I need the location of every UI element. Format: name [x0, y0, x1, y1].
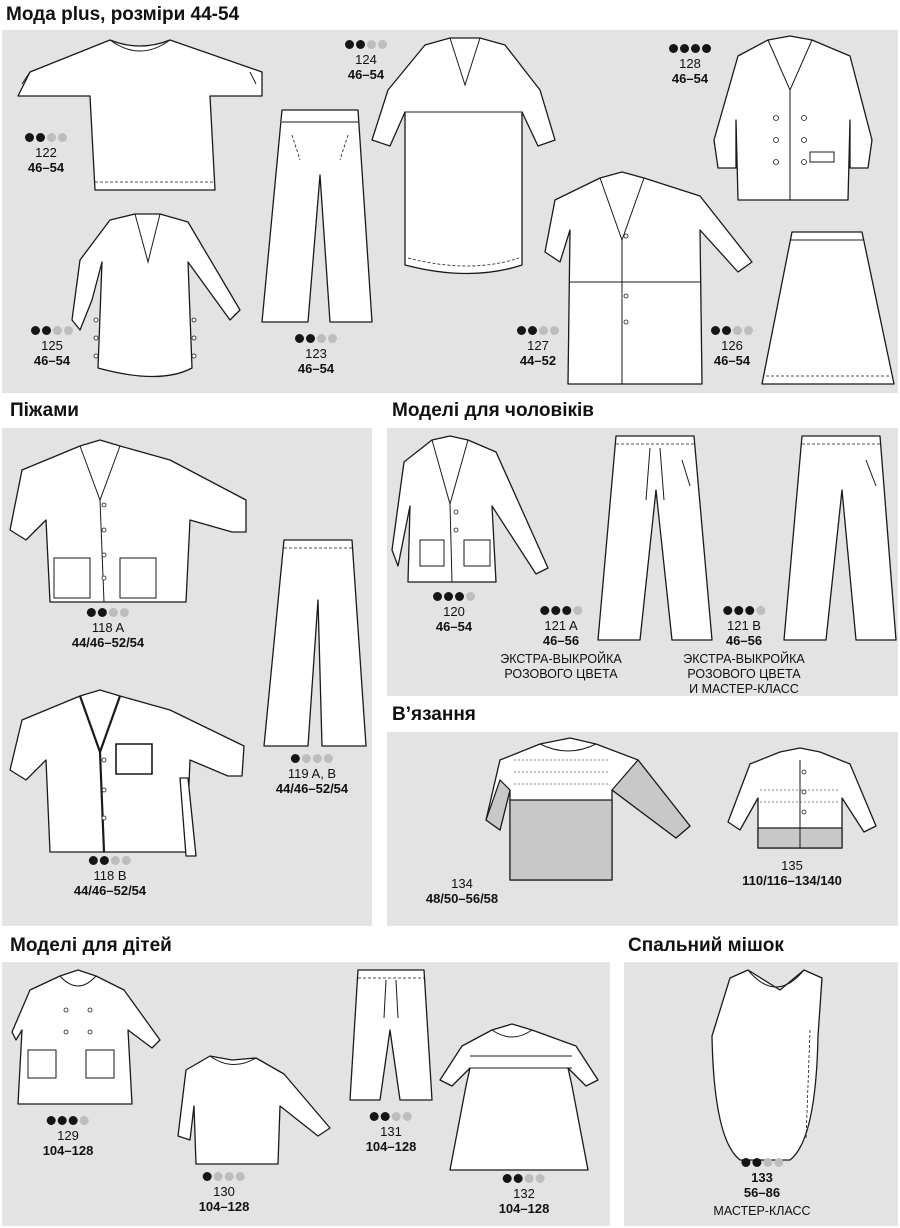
model-number: 118 B	[93, 868, 127, 883]
difficulty-dot-filled	[98, 608, 107, 617]
model-label	[199, 1172, 250, 1214]
difficulty-dot-empty	[324, 754, 333, 763]
model-sizes: 44/46–52/54	[71, 635, 145, 650]
garment-drawing-135	[728, 748, 876, 848]
garment-drawing-133	[712, 970, 822, 1160]
difficulty-dot-filled	[745, 606, 754, 615]
model-number: 121 A	[544, 618, 578, 633]
difficulty-dot-empty	[236, 1172, 245, 1181]
difficulty-dot-filled	[528, 326, 537, 335]
difficulty-dots	[713, 1158, 810, 1169]
difficulty-dot-filled	[540, 606, 549, 615]
model-sizes: 104–128	[42, 1143, 94, 1158]
difficulty-dot-empty	[539, 326, 548, 335]
model-label	[516, 326, 560, 368]
model-label	[713, 1158, 810, 1219]
model-sizes: 46–56	[725, 633, 763, 648]
model-sizes: 46–56	[542, 633, 580, 648]
difficulty-dot-filled	[203, 1172, 212, 1181]
difficulty-dot-empty	[378, 40, 387, 49]
difficulty-dot-empty	[317, 334, 326, 343]
model-note-line: МАСТЕР-КЛАСС	[713, 1204, 811, 1218]
model-sizes: 46–54	[297, 361, 335, 376]
difficulty-dot-filled	[42, 326, 51, 335]
difficulty-dot-filled	[514, 1174, 523, 1183]
model-number: 127	[527, 338, 549, 353]
difficulty-dots	[199, 1172, 250, 1183]
difficulty-dot-filled	[36, 133, 45, 142]
difficulty-dot-empty	[763, 1158, 772, 1167]
model-number: 128	[679, 56, 701, 71]
model-sizes: 104–128	[365, 1139, 417, 1154]
garment-drawing-130	[178, 1056, 330, 1164]
difficulty-dot-empty	[64, 326, 73, 335]
model-label	[276, 754, 348, 796]
difficulty-dots	[499, 1174, 550, 1185]
model-sizes: 44/46–52/54	[73, 883, 147, 898]
model-label	[24, 133, 68, 175]
model-sizes: 46–54	[671, 71, 709, 86]
garment-drawing-118b	[10, 690, 244, 856]
difficulty-dot-empty	[111, 856, 120, 865]
difficulty-dot-filled	[723, 606, 732, 615]
difficulty-dot-filled	[58, 1116, 67, 1125]
model-number: 124	[355, 52, 377, 67]
model-number: 120	[443, 604, 465, 619]
model-label	[683, 606, 804, 697]
difficulty-dots	[500, 606, 621, 617]
section-heading-kids: Моделі для дітей	[10, 935, 172, 956]
difficulty-dots	[294, 334, 338, 345]
difficulty-dot-filled	[562, 606, 571, 615]
difficulty-dot-empty	[744, 326, 753, 335]
difficulty-dot-empty	[302, 754, 311, 763]
garment-drawing-119	[264, 540, 366, 746]
model-label	[432, 592, 476, 634]
difficulty-dot-filled	[306, 334, 315, 343]
garment-drawing-131	[350, 970, 432, 1100]
model-number: 131	[380, 1124, 402, 1139]
model-number: 132	[513, 1186, 535, 1201]
model-sizes: 46–54	[347, 67, 385, 82]
difficulty-dot-empty	[536, 1174, 545, 1183]
garment-drawing-128	[714, 36, 872, 200]
model-sizes: 46–54	[435, 619, 473, 634]
difficulty-dot-empty	[214, 1172, 223, 1181]
model-label	[72, 608, 144, 650]
difficulty-dot-filled	[444, 592, 453, 601]
difficulty-dots	[43, 1116, 94, 1127]
difficulty-dot-filled	[680, 44, 689, 53]
difficulty-dots	[668, 44, 712, 55]
difficulty-dot-filled	[722, 326, 731, 335]
difficulty-dot-filled	[734, 606, 743, 615]
difficulty-dot-empty	[225, 1172, 234, 1181]
model-number: 129	[57, 1128, 79, 1143]
difficulty-dot-filled	[356, 40, 365, 49]
difficulty-dot-filled	[89, 856, 98, 865]
difficulty-dot-filled	[503, 1174, 512, 1183]
model-number: 133	[751, 1170, 773, 1185]
garment-drawing-118a	[10, 440, 246, 602]
difficulty-dot-filled	[381, 1112, 390, 1121]
section-heading-men: Моделі для чоловіків	[392, 400, 594, 421]
difficulty-dot-empty	[403, 1112, 412, 1121]
model-number: 119 A, B	[287, 766, 337, 781]
difficulty-dot-filled	[517, 326, 526, 335]
model-sizes: 110/116–134/140	[742, 873, 842, 888]
difficulty-dot-empty	[733, 326, 742, 335]
model-number: 126	[721, 338, 743, 353]
difficulty-dots	[710, 326, 754, 337]
garment-drawing-124	[372, 38, 555, 274]
garment-drawing-125	[72, 214, 240, 377]
model-sizes: 104–128	[498, 1201, 550, 1216]
difficulty-dot-filled	[551, 606, 560, 615]
garment-drawing-129	[12, 970, 160, 1104]
model-label	[294, 334, 338, 376]
model-label	[74, 856, 146, 898]
difficulty-dot-empty	[120, 608, 129, 617]
difficulty-dot-filled	[702, 44, 711, 53]
model-label	[43, 1116, 94, 1158]
difficulty-dot-filled	[669, 44, 678, 53]
model-number: 118 A	[91, 620, 125, 635]
section-heading-knitting: В’язання	[392, 704, 476, 725]
section-heading-sleeping-bag: Спальний мішок	[628, 935, 784, 956]
section-heading-pajamas: Піжами	[10, 400, 79, 421]
model-sizes: 46–54	[713, 353, 751, 368]
garment-drawing-132	[440, 1024, 598, 1170]
difficulty-dots	[30, 326, 74, 337]
model-label	[366, 1112, 417, 1154]
difficulty-dots	[72, 608, 144, 619]
model-sizes: 56–86	[743, 1185, 781, 1200]
model-number: 122	[35, 145, 57, 160]
difficulty-dot-filled	[711, 326, 720, 335]
model-label	[710, 326, 754, 368]
difficulty-dot-filled	[433, 592, 442, 601]
difficulty-dot-filled	[87, 608, 96, 617]
model-label	[426, 876, 498, 906]
difficulty-dot-empty	[756, 606, 765, 615]
model-number: 123	[305, 346, 327, 361]
difficulty-dot-filled	[345, 40, 354, 49]
model-note-line: РОЗОВОГО ЦВЕТА	[687, 667, 801, 681]
difficulty-dot-filled	[370, 1112, 379, 1121]
difficulty-dots	[683, 606, 804, 617]
difficulty-dot-empty	[367, 40, 376, 49]
model-label	[344, 40, 388, 82]
difficulty-dot-filled	[455, 592, 464, 601]
difficulty-dot-empty	[525, 1174, 534, 1183]
model-label	[742, 858, 842, 888]
model-note-line: И МАСТЕР-КЛАСС	[689, 682, 799, 696]
difficulty-dot-empty	[58, 133, 67, 142]
model-sizes: 44–52	[519, 353, 557, 368]
difficulty-dots	[516, 326, 560, 337]
difficulty-dot-empty	[573, 606, 582, 615]
model-sizes: 48/50–56/58	[425, 891, 499, 906]
model-sizes: 46–54	[27, 160, 65, 175]
model-label	[500, 606, 621, 682]
difficulty-dots	[432, 592, 476, 603]
model-number: 134	[451, 876, 473, 891]
difficulty-dot-filled	[291, 754, 300, 763]
difficulty-dot-empty	[466, 592, 475, 601]
model-note-line: ЭКСТРА-ВЫКРОЙКА	[500, 652, 622, 666]
model-label	[668, 44, 712, 86]
model-number: 125	[41, 338, 63, 353]
model-sizes: 44/46–52/54	[275, 781, 349, 796]
model-number: 121 B	[727, 618, 761, 633]
difficulty-dot-filled	[752, 1158, 761, 1167]
difficulty-dot-filled	[691, 44, 700, 53]
difficulty-dot-empty	[80, 1116, 89, 1125]
difficulty-dots	[74, 856, 146, 867]
difficulty-dot-filled	[69, 1116, 78, 1125]
difficulty-dot-filled	[25, 133, 34, 142]
difficulty-dot-empty	[550, 326, 559, 335]
difficulty-dot-empty	[313, 754, 322, 763]
difficulty-dot-empty	[328, 334, 337, 343]
difficulty-dot-empty	[392, 1112, 401, 1121]
difficulty-dot-empty	[109, 608, 118, 617]
model-sizes: 46–54	[33, 353, 71, 368]
difficulty-dot-filled	[31, 326, 40, 335]
model-sizes: 104–128	[198, 1199, 250, 1214]
difficulty-dot-empty	[774, 1158, 783, 1167]
difficulty-dot-filled	[47, 1116, 56, 1125]
difficulty-dots	[24, 133, 68, 144]
difficulty-dot-empty	[122, 856, 131, 865]
garment-drawing-126	[762, 232, 894, 384]
difficulty-dot-filled	[741, 1158, 750, 1167]
difficulty-dot-empty	[53, 326, 62, 335]
model-label	[30, 326, 74, 368]
model-number: 130	[213, 1184, 235, 1199]
section-heading-plus: Мода plus, розміри 44-54	[6, 4, 240, 25]
difficulty-dots	[366, 1112, 417, 1123]
model-label	[499, 1174, 550, 1216]
difficulty-dot-empty	[47, 133, 56, 142]
garment-drawing-120	[392, 436, 548, 582]
garment-drawing-134	[486, 738, 690, 880]
difficulty-dots	[344, 40, 388, 51]
model-note-line: ЭКСТРА-ВЫКРОЙКА	[683, 652, 805, 666]
model-note-line: РОЗОВОГО ЦВЕТА	[504, 667, 618, 681]
model-number: 135	[781, 858, 803, 873]
difficulty-dots	[276, 754, 348, 765]
difficulty-dot-filled	[295, 334, 304, 343]
difficulty-dot-filled	[100, 856, 109, 865]
garment-drawing-123	[262, 110, 372, 322]
